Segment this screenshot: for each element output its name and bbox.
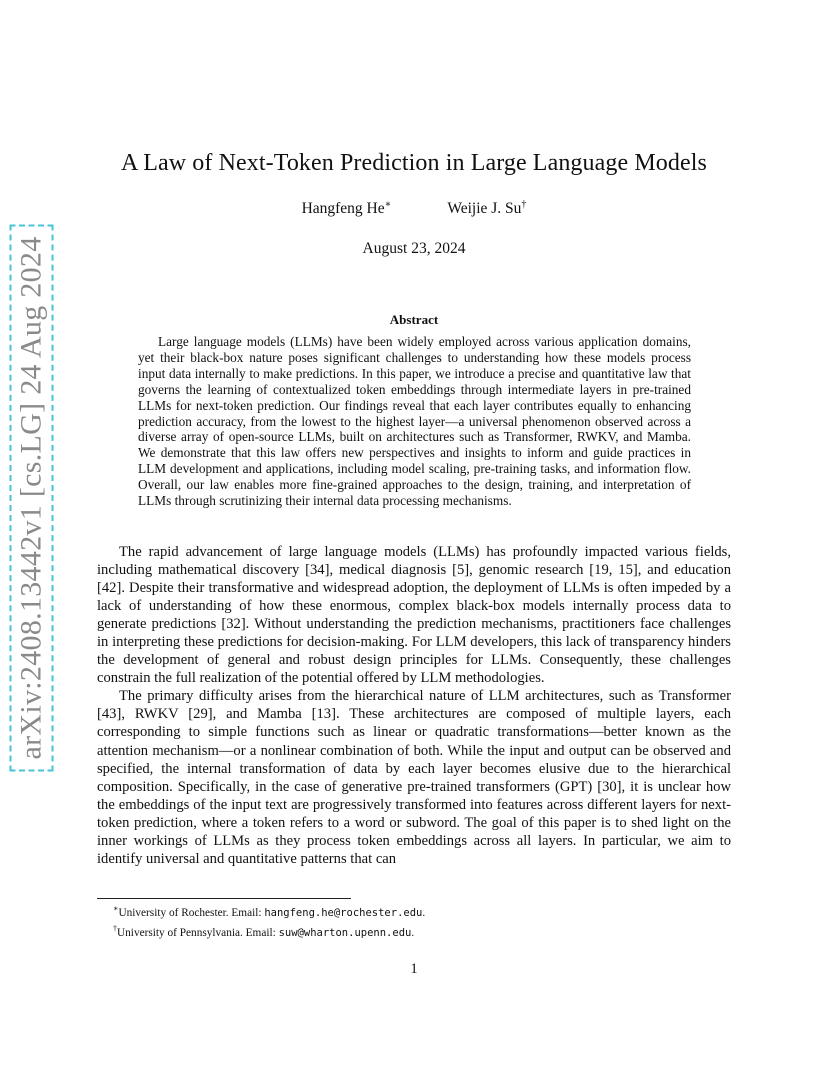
footnote-mark: ∗ (113, 904, 119, 913)
footnote-text: University of Pennsylvania. Email: (117, 926, 279, 939)
body-paragraph: The primary difficulty arises from the hierarchical nature of LLM architectures, such as Transformer [43], RWKV [29], and Mamba [13]. These architectures are composed of multiple layers, each corresponding to simple functions such as linear or quadratic transformations—better known as the attention mechanism—or a nonlinear combination of both. While the input and output can be observed and specified, the internal transformation of data by each layer becomes elusive due to the hierarchical composition. Specifically, in the case of generative pre-trained transformers (GPT) [30], it is unclear how the embeddings of the input text are progressively transformed into features across different layers for next-token prediction, where a token refers to a word or subword. The goal of this paper is to shed light on the inner workings of LLMs as they process token embeddings across all layers. In particular, we aim to identify universal and quantitative patterns that can (97, 688, 731, 867)
author-name: Hangfeng He (301, 200, 385, 218)
arxiv-identifier-text: arXiv:2408.13442v1 [cs.LG] 24 Aug 2024 (9, 224, 53, 771)
footnotes (97, 901, 425, 941)
footnote-email-link[interactable]: suw@wharton.upenn.edu (278, 926, 412, 939)
footnote (97, 921, 425, 941)
author (302, 199, 392, 218)
abstract-heading: Abstract (389, 312, 439, 327)
author-affiliation-mark: † (521, 199, 527, 210)
publication-date: August 23, 2024 (362, 240, 466, 257)
page-number: 1 (410, 961, 418, 977)
footnote-mark: † (113, 923, 117, 933)
body-paragraph: The rapid advancement of large language models (LLMs) has profoundly impacted various fields, including mathematical discovery [34], medical diagnosis [5], genomic research [19, 15], and education [42]. Despite their transformative and widespread adoption, the deployment of LLMs is often impeded by a lack of understanding of how these enormous, complex black-box models internally process data to generate predictions [32]. Without understanding the prediction mechanisms, practitioners face challenges in interpreting these predictions for decision-making. For LLM developers, this lack of transparency hinders the development of general and robust design principles for LLMs. Consequently, these challenges constrain the full realization of the potential offered by LLM methodologies. (97, 544, 731, 687)
author-list (0, 199, 828, 218)
author (447, 199, 526, 218)
paper-title: A Law of Next-Token Prediction in Large Language Models (121, 150, 707, 176)
footnote-end: . (411, 926, 415, 939)
footnote-end: . (422, 906, 426, 919)
footnote-text: University of Rochester. Email: (118, 906, 265, 919)
author-affiliation-mark: ∗ (384, 199, 392, 210)
body-text (97, 543, 731, 868)
footnote (97, 901, 425, 921)
footnote-email-link[interactable]: hangfeng.he@rochester.edu (264, 906, 423, 919)
author-name: Weijie J. Su (447, 200, 522, 218)
abstract-text: Large language models (LLMs) have been widely employed across various application domains, yet their black-box nature poses significant challenges to understanding how these models process input data internally to make predictions. In this paper, we introduce a precise and quantitative law that governs the learning of contextualized token embeddings through intermediate layers in pre-trained LLMs for next-token prediction. Our findings reveal that each layer contributes equally to enhancing prediction accuracy, from the lowest to the highest layer—a universal phenomenon observed across a diverse array of open-source LLMs, built on architectures such as Transformer, RWKV, and Mamba. We demonstrate that this law offers new perspectives and insights to inform and guide practices in LLM development and applications, including model scaling, pre-training tasks, and information flow. Overall, our law enables more fine-grained approaches to the design, training, and interpretation of LLMs through scrutinizing their internal data processing mechanisms. (138, 334, 691, 509)
footnote-rule (97, 898, 351, 899)
